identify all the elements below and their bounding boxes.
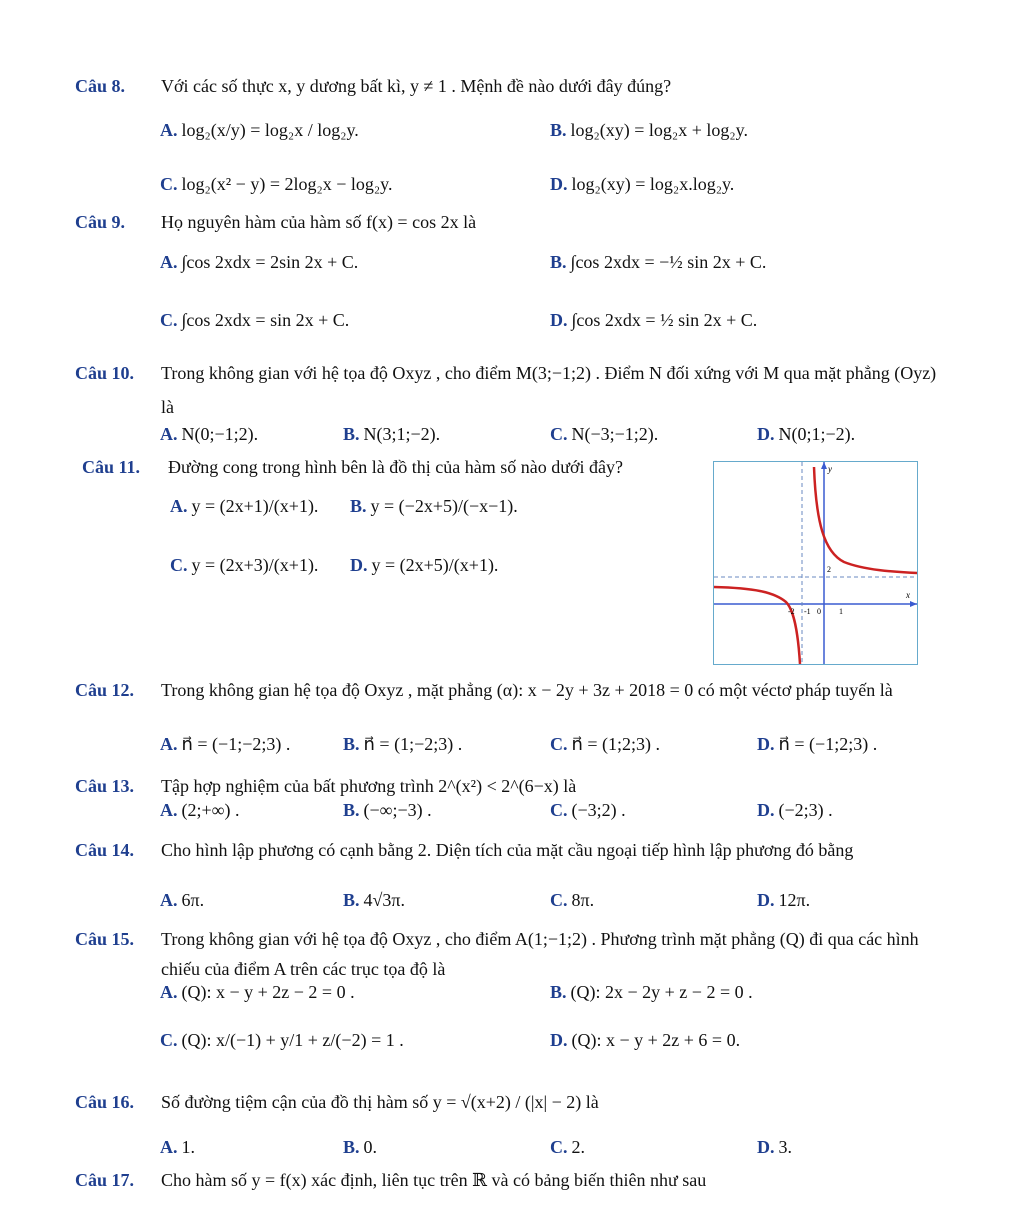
question-stem: Trong không gian hệ tọa độ Oxyz , mặt phẳng (α): x − 2y + 3z + 2018 = 0 có một véctơ pháp tuyến là (161, 680, 893, 700)
question-11 (82, 457, 694, 478)
function-graph (713, 461, 918, 665)
question-16 (75, 1092, 952, 1113)
option-c: C. n⃗ = (1;2;3) . (550, 734, 661, 754)
curve-left-branch (714, 587, 800, 664)
graph-svg (714, 462, 917, 664)
y-arrow-icon (821, 462, 827, 469)
tick-label-minus-2: -2 (788, 607, 795, 616)
question-17 (75, 1170, 952, 1191)
tick-label-2: 2 (827, 565, 831, 574)
option-d: D. (−2;3) . (757, 800, 833, 820)
question-12 (75, 675, 952, 705)
tick-label-0: 0 (817, 607, 821, 616)
question-label: Câu 14. (75, 840, 135, 860)
option-c: C. ∫cos 2xdx = sin 2x + C. (160, 310, 350, 330)
option-c: C. (Q): x/(−1) + y/1 + z/(−2) = 1 . (160, 1030, 404, 1050)
option-c: C. N(−3;−1;2). (550, 424, 659, 444)
tick-label-1: 1 (839, 607, 843, 616)
option-a: A. 6π. (160, 890, 205, 910)
option-a: A. ∫cos 2xdx = 2sin 2x + C. (160, 252, 359, 272)
option-c: C. (−3;2) . (550, 800, 626, 820)
question-13 (75, 776, 952, 797)
question-stem: Cho hàm số y = f(x) xác định, liên tục trên ℝ và có bảng biến thiên như sau (161, 1170, 707, 1190)
option-c: C. y = (2x+3)/(x+1). (170, 555, 319, 575)
option-b: B. 0. (343, 1137, 378, 1157)
option-a: A. (Q): x − y + 2z − 2 = 0 . (160, 982, 355, 1002)
option-d: D. ∫cos 2xdx = ½ sin 2x + C. (550, 310, 758, 330)
option-d: D. log₂(xy) = log₂x.log₂y. (550, 174, 735, 194)
option-d: D. (Q): x − y + 2z + 6 = 0. (550, 1030, 741, 1050)
curve-right-branch (814, 467, 917, 573)
question-label: Câu 13. (75, 776, 135, 796)
question-label: Câu 16. (75, 1092, 135, 1112)
option-d: D. y = (2x+5)/(x+1). (350, 555, 499, 575)
question-label: Câu 11. (82, 457, 141, 477)
x-arrow-icon (910, 601, 917, 607)
option-b: B. log₂(xy) = log₂x + log₂y. (550, 120, 748, 140)
option-b: B. ∫cos 2xdx = −½ sin 2x + C. (550, 252, 767, 272)
option-d: D. N(0;1;−2). (757, 424, 856, 444)
option-b: B. y = (−2x+5)/(−x−1). (350, 496, 518, 516)
option-c: C. log₂(x² − y) = 2log₂x − log₂y. (160, 174, 393, 194)
option-a: A. N(0;−1;2). (160, 424, 259, 444)
question-label: Câu 15. (75, 929, 135, 949)
option-b: B. n⃗ = (1;−2;3) . (343, 734, 463, 754)
question-stem: Tập hợp nghiệm của bất phương trình 2^(x²) < 2^(6−x) là (161, 776, 577, 796)
option-d: D. 3. (757, 1137, 792, 1157)
option-a: A. (2;+∞) . (160, 800, 240, 820)
question-label: Câu 8. (75, 76, 126, 96)
question-15 (75, 924, 952, 984)
question-stem: Họ nguyên hàm của hàm số f(x) = cos 2x là (161, 212, 477, 232)
question-stem: Đường cong trong hình bên là đồ thị của hàm số nào dưới đây? (168, 457, 623, 477)
question-14 (75, 837, 952, 863)
question-10 (75, 356, 952, 424)
question-label: Câu 10. (75, 363, 135, 383)
question-stem: Với các số thực x, y dương bất kì, y ≠ 1 . Mệnh đề nào dưới đây đúng? (161, 76, 672, 96)
option-a: A. n⃗ = (−1;−2;3) . (160, 734, 291, 754)
option-b: B. (Q): 2x − 2y + z − 2 = 0 . (550, 982, 753, 1002)
option-d: D. n⃗ = (−1;2;3) . (757, 734, 878, 754)
question-8 (75, 76, 952, 97)
option-a: A. log₂(x/y) = log₂x / log₂y. (160, 120, 359, 140)
option-c: C. 2. (550, 1137, 585, 1157)
question-stem: Cho hình lập phương có cạnh bằng 2. Diện tích của mặt cầu ngoại tiếp hình lập phương đó bằng (161, 840, 854, 860)
question-label: Câu 9. (75, 212, 126, 232)
option-d: D. 12π. (757, 890, 811, 910)
option-b: B. 4√3π. (343, 890, 405, 910)
question-9 (75, 212, 952, 233)
question-stem: Trong không gian với hệ tọa độ Oxyz , cho điểm M(3;−1;2) . Điểm N đối xứng với M qua mặt phẳng (Oyz) là (161, 363, 937, 417)
question-stem: Số đường tiệm cận của đồ thị hàm số y = √(x+2) / (|x| − 2) là (161, 1092, 599, 1112)
option-a: A. 1. (160, 1137, 195, 1157)
y-axis-label: y (828, 464, 832, 474)
option-b: B. (−∞;−3) . (343, 800, 432, 820)
x-axis-label: x (906, 590, 910, 600)
question-label: Câu 17. (75, 1170, 135, 1190)
option-c: C. 8π. (550, 890, 595, 910)
option-a: A. y = (2x+1)/(x+1). (170, 496, 319, 516)
tick-label-minus-1: -1 (804, 607, 811, 616)
option-b: B. N(3;1;−2). (343, 424, 441, 444)
question-stem: Trong không gian với hệ tọa độ Oxyz , cho điểm A(1;−1;2) . Phương trình mặt phẳng (Q) đi qua các hình chiếu của điểm A trên các trục tọa độ là (161, 929, 919, 979)
question-label: Câu 12. (75, 680, 135, 700)
